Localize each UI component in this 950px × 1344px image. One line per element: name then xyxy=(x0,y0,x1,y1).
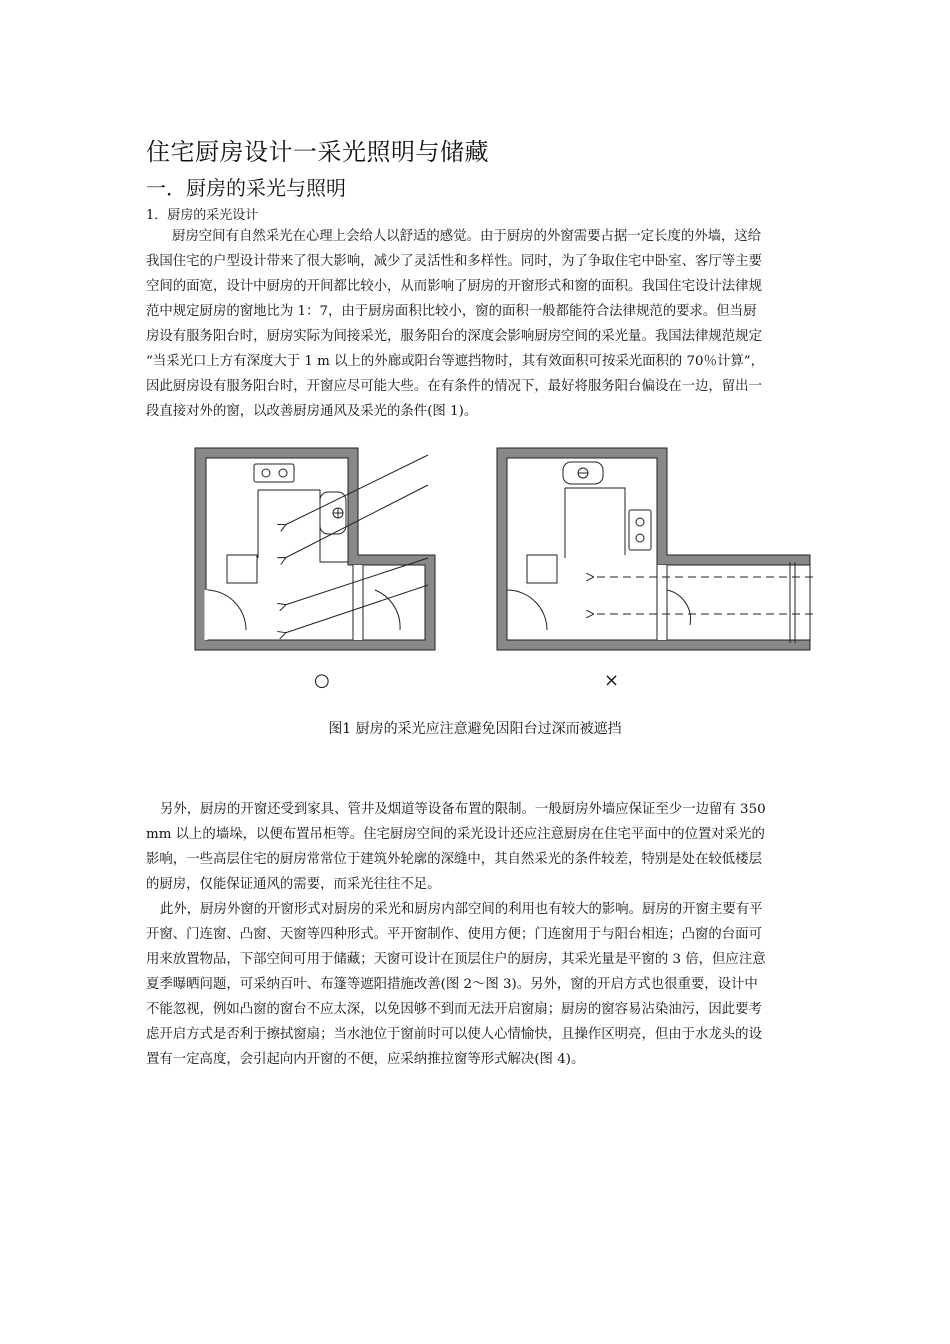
text-line: 开窗、门连窗、凸窗、天窗等四种形式。平开窗制作、使用方便；门连窗用于与阳台相连；凸窗的台面可 xyxy=(146,927,762,942)
kitchen-lighting-figure xyxy=(190,440,815,700)
section-heading: 一．厨房的采光与照明 xyxy=(146,176,346,200)
text-line: 的厨房，仅能保证通风的需要，而采光往往不足。 xyxy=(146,877,441,892)
text-line: 虑开启方式是否利于擦拭窗扇；当水池位于窗前时可以使人心情愉快，且操作区明亮，但由于水龙头的设 xyxy=(146,1027,762,1042)
text-line: 置有一定高度，会引起向内开窗的不便，应采纳推拉窗等形式解决(图 4)。 xyxy=(146,1052,585,1067)
text-line: 因此厨房设有服务阳台时，开窗应尽可能大些。在有条件的情况下，最好将服务阳台偏设在一边，留出一 xyxy=(146,379,762,394)
text-line: 范中规定厨房的窗地比为 1：7，由于厨房面积比较小，窗的面积一般都能符合法律规范的要求。但当厨 xyxy=(146,304,757,319)
text-line: 厨房空间有自然采光在心理上会给人以舒适的感觉。由于厨房的外窗需要占据一定长度的外墙，这给 xyxy=(172,229,762,244)
text-line: 夏季曝晒问题，可采纳百叶、布篷等遮阳措施改善(图 2～图 3)。另外，窗的开启方式也很重要，设计中 xyxy=(146,977,758,992)
figure-caption: 图1 厨房的采光应注意避免因阳台过深而被遮挡 xyxy=(328,721,622,737)
text-line: mm 以上的墙垛，以便布置吊柜等。住宅厨房空间的采光设计还应注意厨房在住宅平面中的位置对采光的 xyxy=(146,827,765,842)
text-line: 影响，一些高层住宅的厨房常常位于建筑外轮廓的深缝中，其自然采光的条件较差，特别是处在较低楼层 xyxy=(146,852,762,867)
correct-mark: ○ xyxy=(314,670,330,691)
text-line: 此外，厨房外窗的开窗形式对厨房的采光和厨房内部空间的利用也有较大的影响。厨房的开窗主要有平 xyxy=(160,902,763,917)
subsection-heading: 1．厨房的采光设计 xyxy=(146,208,259,223)
text-line: “当采光口上方有深度大于 1 m 以上的外廊或阳台等遮挡物时，其有效面积可按采光面积的 70％计算”， xyxy=(146,354,764,369)
text-line: 空间的面宽，设计中厨房的开间都比较小，从而影响了厨房的开窗形式和窗的面积。我国住宅设计法律规 xyxy=(146,279,762,294)
text-line: 另外，厨房的开窗还受到家具、管井及烟道等设备布置的限制。一般厨房外墙应保证至少一边留有 350 xyxy=(160,802,766,817)
text-line: 不能忽视，例如凸窗的窗台不应太深，以免因够不到而无法开启窗扇；厨房的窗容易沾染油污，因此要考 xyxy=(146,1002,762,1017)
text-line: 段直接对外的窗，以改善厨房通风及采光的条件(图 1)。 xyxy=(146,404,478,419)
text-line: 房设有服务阳台时，厨房实际为间接采光，服务阳台的深度会影响厨房空间的采光量。我国法律规范规定 xyxy=(146,329,762,344)
right-plan-drawing xyxy=(497,448,813,650)
paragraph-1 xyxy=(146,224,806,424)
text-line: 我国住宅的户型设计带来了很大影响，减少了灵活性和多样性。同时，为了争取住宅中卧室、客厅等主要 xyxy=(146,254,762,269)
incorrect-mark: × xyxy=(604,670,620,691)
paragraph-2 xyxy=(146,797,806,1072)
page-title: 住宅厨房设计一采光照明与储藏 xyxy=(146,138,489,166)
text-line: 用来放置物品，下部空间可用于储藏；天窗可设计在顶层住户的厨房，其采光量是平窗的 3 倍，但应注意 xyxy=(146,952,766,967)
left-plan-drawing xyxy=(195,448,435,650)
